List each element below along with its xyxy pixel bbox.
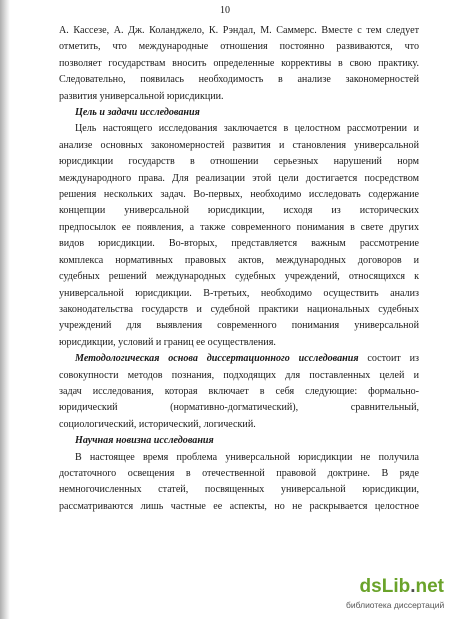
text-line: международного права. Для реализации этой цели достигается посредством <box>59 172 419 184</box>
section-heading-novelty: Научная новизна исследования <box>75 435 214 447</box>
text-line: немногочисленных статей, посвященных универсальной юрисдикции, <box>59 484 419 496</box>
text-line: решения нескольких задач. Во-первых, необходимо исследовать содержание <box>59 189 419 201</box>
dslib-watermark[interactable] <box>346 575 444 615</box>
dslib-tagline: библиотека диссертаций <box>346 600 445 610</box>
text-line: социологический, исторический, логический. <box>59 418 256 430</box>
document-body <box>59 23 419 515</box>
text-line: рассматриваются лишь частные ее аспекты, но не раскрывается целостное <box>59 500 419 512</box>
text-line: учреждений для выявления современного понимания универсальной <box>59 320 419 332</box>
text-line: комплекса нормативных правовых актов, международных договоров и <box>59 254 419 266</box>
text-line: позволяет государствам вносить определенные коррективы в свою практику. <box>59 57 419 69</box>
logo-main-text: dsLib <box>359 576 411 597</box>
text-line: достаточного освещения в отечественной правовой доктрине. В ряде <box>59 467 419 479</box>
logo-dot: . <box>410 576 416 597</box>
text-line: задач исследования, которая включает в себя следующие: формально- <box>59 385 419 397</box>
text-line: анализе основных закономерностей развития и становления универсальной <box>59 139 419 151</box>
paragraph-goals <box>59 121 419 351</box>
text-line: видов юрисдикции. Во-вторых, представляется важным рассмотрение <box>59 238 419 250</box>
text-line: концепции универсальной юрисдикции, исходя из исторических <box>59 205 419 217</box>
section-heading-goals: Цель и задачи исследования <box>75 107 200 119</box>
text-line: законодательства государств и судебной практики национальных судебных <box>59 303 419 315</box>
paragraph-authors <box>59 23 419 105</box>
text-line: В настоящее время проблема универсальной юрисдикции не получила <box>75 451 419 463</box>
text-line: юрисдикции, условий и границ ее осуществления. <box>59 336 276 348</box>
page-number: 10 <box>220 5 230 16</box>
methodology-lead-tail: состоит из <box>358 353 419 365</box>
text-line: Следовательно, появилась необходимость в анализе закономерностей <box>59 74 419 86</box>
dslib-logo <box>346 575 444 599</box>
scan-shadow-edge <box>0 0 10 619</box>
text-line: Цель настоящего исследования заключается в целостном рассмотрении и <box>75 123 419 135</box>
text-line <box>59 351 419 367</box>
text-line: предпосылок ее появления, а также современного понимания в свете других <box>59 221 419 233</box>
text-line: развития универсальной юрисдикции. <box>59 90 224 102</box>
text-line: универсальной юрисдикции. В-третьих, необходимо осуществить анализ <box>59 287 419 299</box>
text-line: совокупности методов познания, подходящих для поставленных целей и <box>59 369 419 381</box>
paragraph-methodology <box>59 351 419 433</box>
text-line: юридический (нормативно-догматический), сравнительный, <box>59 402 419 414</box>
paragraph-novelty <box>59 450 419 516</box>
text-line: юрисдикции государств в отношении серьезных нарушений норм <box>59 156 419 168</box>
text-line: А. Кассезе, А. Дж. Коланджело, К. Рэндал, М. Саммерс. Вместе с тем следует <box>59 25 419 36</box>
logo-tld-text: net <box>415 576 444 597</box>
text-line: судебных решений международных судебных учреждений, относящихся к <box>59 271 419 283</box>
text-line: отметить, что международные отношения постоянно развиваются, что <box>59 41 419 53</box>
methodology-lead: Методологическая основа диссертационного исследования <box>75 353 359 365</box>
